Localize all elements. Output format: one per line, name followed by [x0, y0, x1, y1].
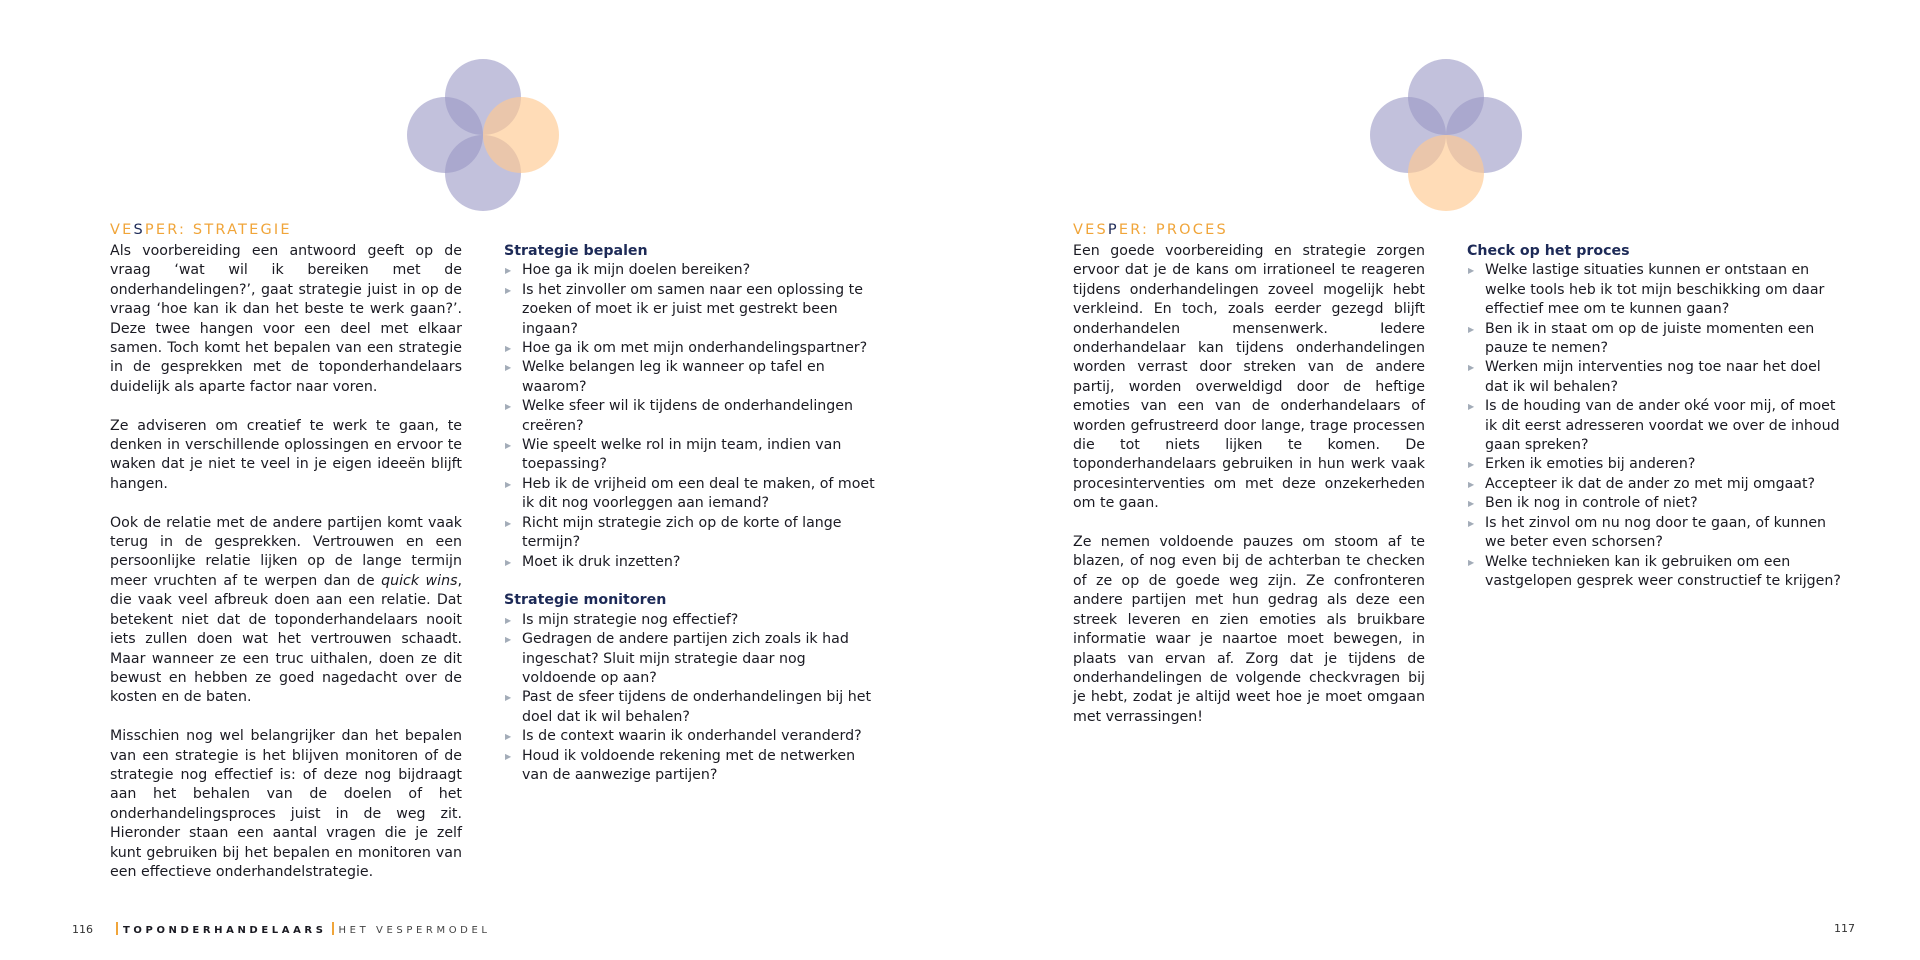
question-item: ▶ Werken mijn interventies nog toe naar het doel dat ik wil behalen?: [1467, 358, 1847, 397]
body-paragraph: Als voorbereiding een antwoord geeft op de vraag ‘wat wil ik bereiken met de onderhandelingen?’, gaat strategie juist in op de vraag ‘hoe kan ik dan het beste te werk gaan?’. Deze twee hangen voor een deel met elkaar samen. Toch komt het bepalen van een strategie in de gesprekken met de toponderhandelaars duidelijk als aparte factor naar voren.: [110, 243, 462, 395]
question-item: ▶ Is mijn strategie nog effectief?: [504, 611, 884, 630]
question-item: ▶ Wie speelt welke rol in mijn team, indien van toepassing?: [504, 436, 884, 475]
para-text: Ook de relatie met de andere partijen komt vaak terug in de gesprekken. Vertrouwen en een persoonlijke relatie lijken op de lange termijn meer vruchten af te werpen dan de: [110, 514, 462, 589]
question-item: ▶ Hoe ga ik om met mijn onderhandelingspartner?: [504, 339, 884, 358]
question-item: ▶ Is de houding van de ander oké voor mij, of moet ik dit eerst adresseren voordat we over de inhoud gaan spreken?: [1467, 397, 1847, 455]
body-paragraph: Ze adviseren om creatief te werk te gaan, te denken in verschillende oplossingen en ervoor te waken dat je niet te veel in je eigen ideeën blijft hangen.: [110, 417, 462, 492]
question-list: [504, 611, 884, 786]
question-item: ▶ Gedragen de andere partijen zich zoals ik had ingeschat? Sluit mijn strategie daar nog voldoende op aan?: [504, 630, 884, 688]
footer-left: [72, 922, 491, 936]
question-item: ▶ Welke technieken kan ik gebruiken om een vastgelopen gesprek weer constructief te krijgen?: [1467, 553, 1847, 592]
question-item: ▶ Erken ik emoties bij anderen?: [1467, 455, 1847, 474]
question-item: ▶ Ben ik in staat om op de juiste momenten een pauze te nemen?: [1467, 320, 1847, 359]
body-text-column: [1073, 242, 1425, 747]
question-item: ▶ Welke lastige situaties kunnen er ontstaan en welke tools heb ik tot mijn beschikking om daar effectief mee om te kunnen gaan?: [1467, 261, 1847, 319]
vesper-logo: [406, 58, 560, 212]
question-item: ▶ Moet ik druk inzetten?: [504, 553, 884, 572]
question-item: ▶ Is het zinvol om nu nog door te gaan, of kunnen we beter even schorsen?: [1467, 514, 1847, 553]
question-column: [1467, 242, 1847, 611]
section-heading: [1073, 222, 1228, 238]
page-number-right: 117: [1834, 922, 1855, 935]
question-item: ▶ Past de sfeer tijdens de onderhandelingen bij het doel dat ik wil behalen?: [504, 688, 884, 727]
question-item: ▶ Ben ik nog in controle of niet?: [1467, 494, 1847, 513]
question-item: ▶ Is het zinvoller om samen naar een oplossing te zoeken of moet ik er juist met gestrekt been ingaan?: [504, 281, 884, 339]
question-column: [504, 242, 884, 805]
body-text-column: [110, 242, 462, 902]
body-paragraph: [110, 514, 462, 708]
question-item: ▶ Welke sfeer wil ik tijdens de onderhandelingen creëren?: [504, 397, 884, 436]
question-item: ▶ Accepteer ik dat de ander zo met mij omgaat?: [1467, 475, 1847, 494]
section-heading: [110, 222, 292, 238]
body-paragraph: Misschien nog wel belangrijker dan het bepalen van een strategie is het blijven monitoren of de strategie nog effectief is: of deze nog bijdraagt aan het behalen van de doelen of het onderhandelingsproces juist in de weg zit. Hieronder staan een aantal vragen die je zelf kunt gebruiken bij het bepalen en monitoren van een effectieve onderhandelstrategie.: [110, 728, 462, 880]
footer-subtitle: HET VESPERMODEL: [338, 925, 491, 936]
footer-brand: TOPONDERHANDELAARS: [123, 925, 327, 936]
heading-highlight-letter: S: [133, 222, 145, 238]
para-text: , die vaak veel afbreuk doen aan een relatie. Dat betekent niet dat de toponderhandelaars nooit iets zullen doen wat het vertrouwen schaadt. Maar wanneer ze een truc uithalen, doen ze dit bewust en hebben ze goed nagedacht over de kosten en de baten.: [110, 572, 462, 706]
para-italic-text: quick wins: [381, 572, 458, 589]
question-item: ▶ Welke belangen leg ik wanneer op tafel en waarom?: [504, 358, 884, 397]
heading-highlight-letter: P: [1107, 222, 1119, 238]
body-paragraph: Ze nemen voldoende pauzes om stoom af te blazen, of nog even bij de achterban te checken of ze op de goede weg zijn. Ze confronteren andere partijen met hun gedrag als deze een streek leveren en zien emoties als bruikbare informatie waar je naartoe moet bewegen, in plaats van ervan af. Zorg dat je tijdens de onderhandelingen de volgende checkvragen bij je hebt, zodat je altijd weet hoe je moet omgaan met verrassingen!: [1073, 534, 1425, 725]
question-item: ▶ Houd ik voldoende rekening met de netwerken van de aanwezige partijen?: [504, 747, 884, 786]
question-item: ▶ Heb ik de vrijheid om een deal te maken, of moet ik dit nog voorleggen aan iemand?: [504, 475, 884, 514]
question-section-title: Check op het proces: [1467, 243, 1630, 259]
logo-circle-right-highlight: [483, 97, 559, 173]
logo-circle-bottom-highlight: [1408, 135, 1484, 211]
question-list: [504, 261, 884, 572]
question-item: ▶ Is de context waarin ik onderhandel veranderd?: [504, 727, 884, 746]
question-item: ▶ Hoe ga ik mijn doelen bereiken?: [504, 261, 884, 280]
page-number-left: 116: [72, 923, 93, 936]
question-section-title: Strategie monitoren: [504, 592, 667, 609]
heading-pre: VES: [1073, 222, 1108, 238]
footer-divider: [332, 922, 334, 935]
right-page: [960, 0, 1920, 960]
question-section-title: Strategie bepalen: [504, 243, 648, 259]
heading-post: ER: PROCES: [1118, 222, 1228, 238]
question-item: ▶ Richt mijn strategie zich op de korte of lange termijn?: [504, 514, 884, 553]
vesper-logo: [1369, 58, 1523, 212]
question-list: [1467, 261, 1847, 591]
footer-divider: [116, 922, 118, 935]
body-paragraph: Een goede voorbereiding en strategie zorgen ervoor dat je de kans om irrationeel te reageren tijdens onderhandelingen zoveel mogelijk hebt verkleind. En toch, zoals eerder gezegd blijft onderhandelen mensenwerk. Iedere onderhandelaar kan tijdens onderhandelingen worden verrast door streken van de andere partij, worden overweldigd door de heftige emoties van een van de onderhandelaars of worden gefrustreerd door lange, trage processen die tot niets lijken te komen. De toponderhandelaars gebruiken in hun werk vaak procesinterventies om met deze onzekerheden om te gaan.: [1073, 243, 1425, 512]
heading-pre: VE: [110, 222, 134, 238]
heading-post: PER: STRATEGIE: [144, 222, 292, 238]
